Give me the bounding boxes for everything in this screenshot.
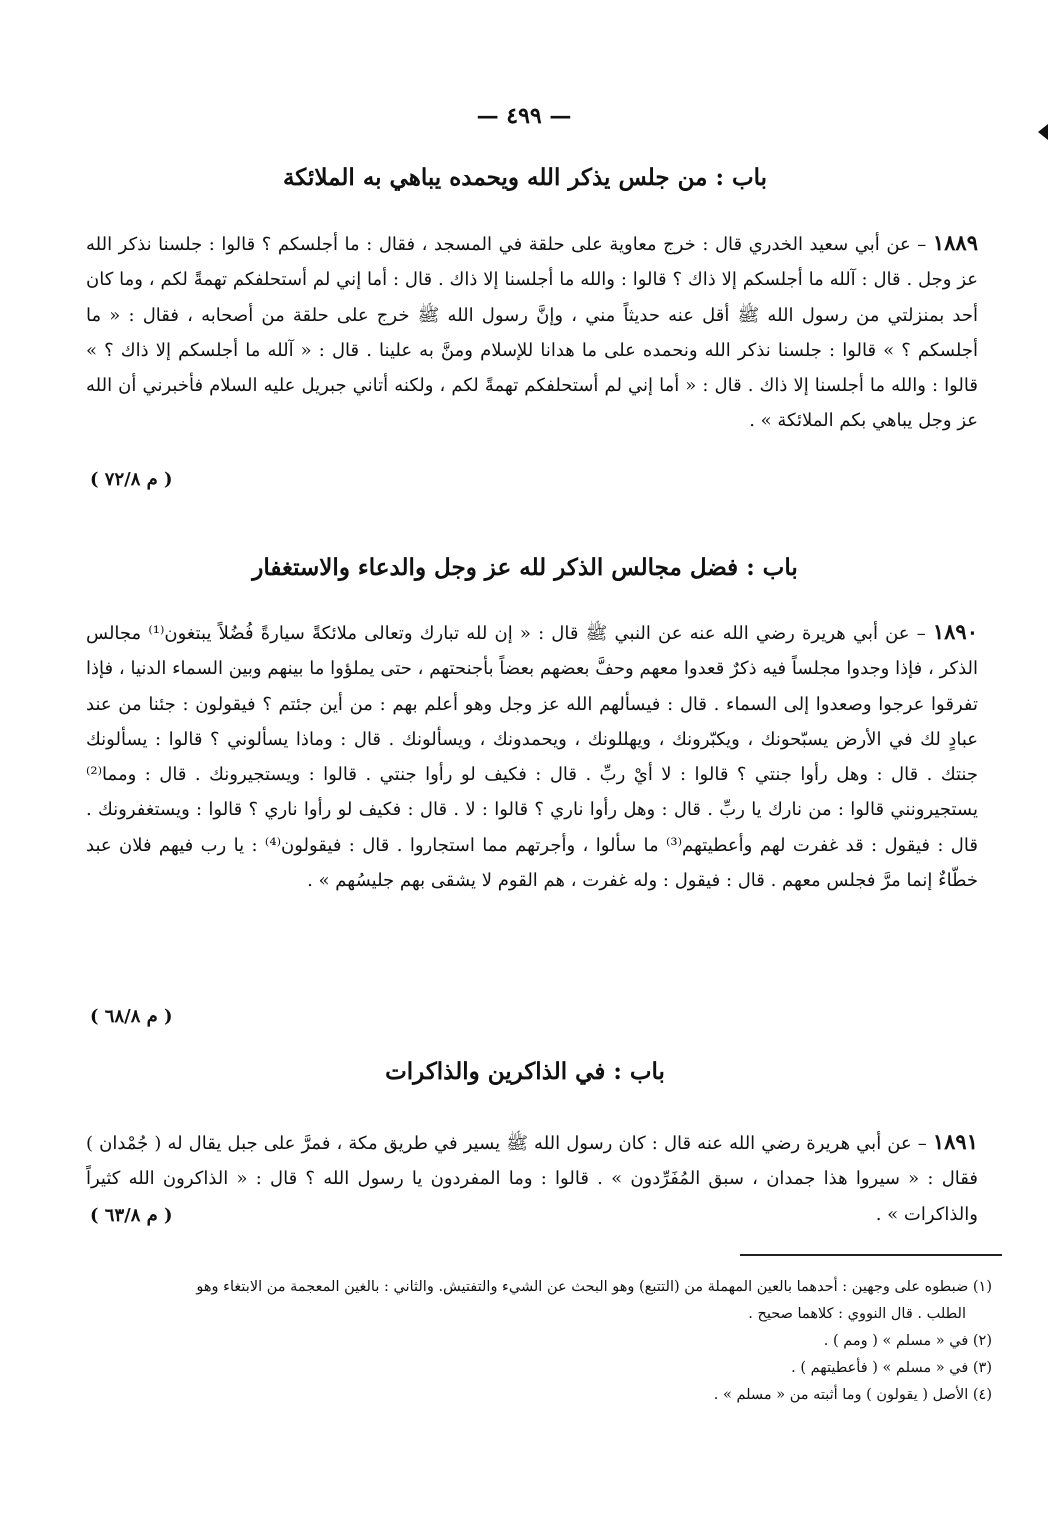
section-heading: باب : من جلس يذكر الله ويحمده يباهي به الملائكة [282, 164, 768, 191]
hadith-paragraph [86, 1124, 978, 1232]
footnote-continuation: الطلب . قال النووي : كلاهما صحيح . [748, 1306, 966, 1322]
hadith-paragraph [86, 225, 978, 439]
source-reference: ( م ٦٣/٨ ) [90, 1205, 173, 1226]
hadith-number: ١٨٨٩ [932, 230, 978, 255]
footnote: (٣) في « مسلم » ( فأعطيتهم ) . [791, 1360, 992, 1376]
source-reference: ( م ٧٢/٨ ) [90, 469, 173, 490]
hadith-text: – عن أبي هريرة رضي الله عنه قال : كان رسول الله ﷺ يسير في طريق مكة ، فمرَّ على جبل يقال له ( جُمْدان ) فقال : « سيروا هذا جمدان ، سبق المُفَرِّدون » . قالوا : وما المفردون يا رسول الله ؟ قال : « الذاكرون الله كثيراً والذاكرات » . [86, 1133, 978, 1225]
hadith-text: – عن أبي سعيد الخدري قال : خرج معاوية على حلقة في المسجد ، فقال : ما أجلسكم ؟ قالوا : جلسنا نذكر الله عز وجل . قال : آلله ما أجلسكم إلا ذاك ؟ قالوا : والله ما أجلسنا إلا ذاك . قال : أما إني لم أستحلفكم تهمةً لكم ، وما كان أحد بمنزلتي من رسول الله ﷺ أقل عنه حديثاً مني ، وإنَّ رسول الله ﷺ خرج على حلقة من أصحابه ، فقال : « ما أجلسكم ؟ » قالوا : جلسنا نذكر الله ونحمده على ما هدانا للإسلام ومنَّ به علينا . قال : « آلله ما أجلسكم إلا ذاك ؟ » قالوا : والله ما أجلسنا إلا ذاك . قال : « أما إني لم أستحلفكم تهمةً لكم ، ولكنه أتاني جبريل عليه السلام فأخبرني أن الله عز وجل يباهي بكم الملائكة » . [86, 234, 978, 432]
hadith-text: – عن أبي هريرة رضي الله عنه عن النبي ﷺ قال : « إن لله تبارك وتعالى ملائكةً سيارةً فُضُلاً يبتغون⁽¹⁾ مجالس الذكر ، فإذا وجدوا مجلساً فيه ذكرٌ قعدوا معهم وحفَّ بعضهم بعضاً بأجنحتهم ، حتى يملؤوا ما بينهم وبين السماء الدنيا ، فإذا تفرقوا عرجوا وصعدوا إلى السماء . قال : فيسألهم الله عز وجل وهو أعلم بهم : من أين جئتم ؟ فيقولون : جئنا من عند عبادٍ لك في الأرض يسبّحونك ، ويكبّرونك ، ويهللونك ، ويحمدونك ، ويسألونك . قال : وماذا يسألوني ؟ قالوا : يسألونك جنتك . قال : وهل رأوا جنتي ؟ قالوا : لا أيْ ربِّ . قال : فكيف لو رأوا جنتي . قالوا : ويستجيرونك . قال : ومما⁽²⁾ يستجيرونني قالوا : من نارك يا ربِّ . قال : وهل رأوا ناري ؟ قالوا : لا . قال : فكيف لو رأوا ناري ؟ قالوا : ويستغفرونك . قال : فيقول : قد غفرت لهم وأعطيتهم⁽³⁾ ما سألوا ، وأجرتهم مما استجاروا . قال : فيقولون⁽⁴⁾ : يا رب فيهم فلان عبد خطّاءٌ إنما مرَّ فجلس معهم . قال : فيقول : وله غفرت ، هم القوم لا يشقى بهم جليسُهم » . [86, 623, 978, 892]
footnote: (١) ضبطوه على وجهين : أحدهما بالعين المهملة من (التتبع) وهو البحث عن الشيء والتفتيش. والثاني : بالغين المعجمة من الابتغاء وهو [196, 1279, 992, 1295]
footnotes [82, 1274, 992, 1409]
section-heading: باب : في الذاكرين والذاكرات [385, 1058, 665, 1085]
footnote: (٢) في « مسلم » ( ومم ) . [823, 1333, 992, 1349]
hadith-number: ١٨٩١ [932, 1129, 978, 1154]
footnote: (٤) الأصل ( يقولون ) وما أثبته من « مسلم » . [713, 1387, 992, 1403]
page-number: — ٤٩٩ — [476, 103, 572, 129]
hadith-number: ١٨٩٠ [932, 619, 978, 644]
hadith-paragraph [86, 614, 978, 898]
footnote-divider [740, 1254, 1002, 1256]
section-heading: باب : فضل مجالس الذكر لله عز وجل والدعاء والاستغفار [252, 554, 798, 581]
source-reference: ( م ٦٨/٨ ) [90, 1006, 173, 1027]
